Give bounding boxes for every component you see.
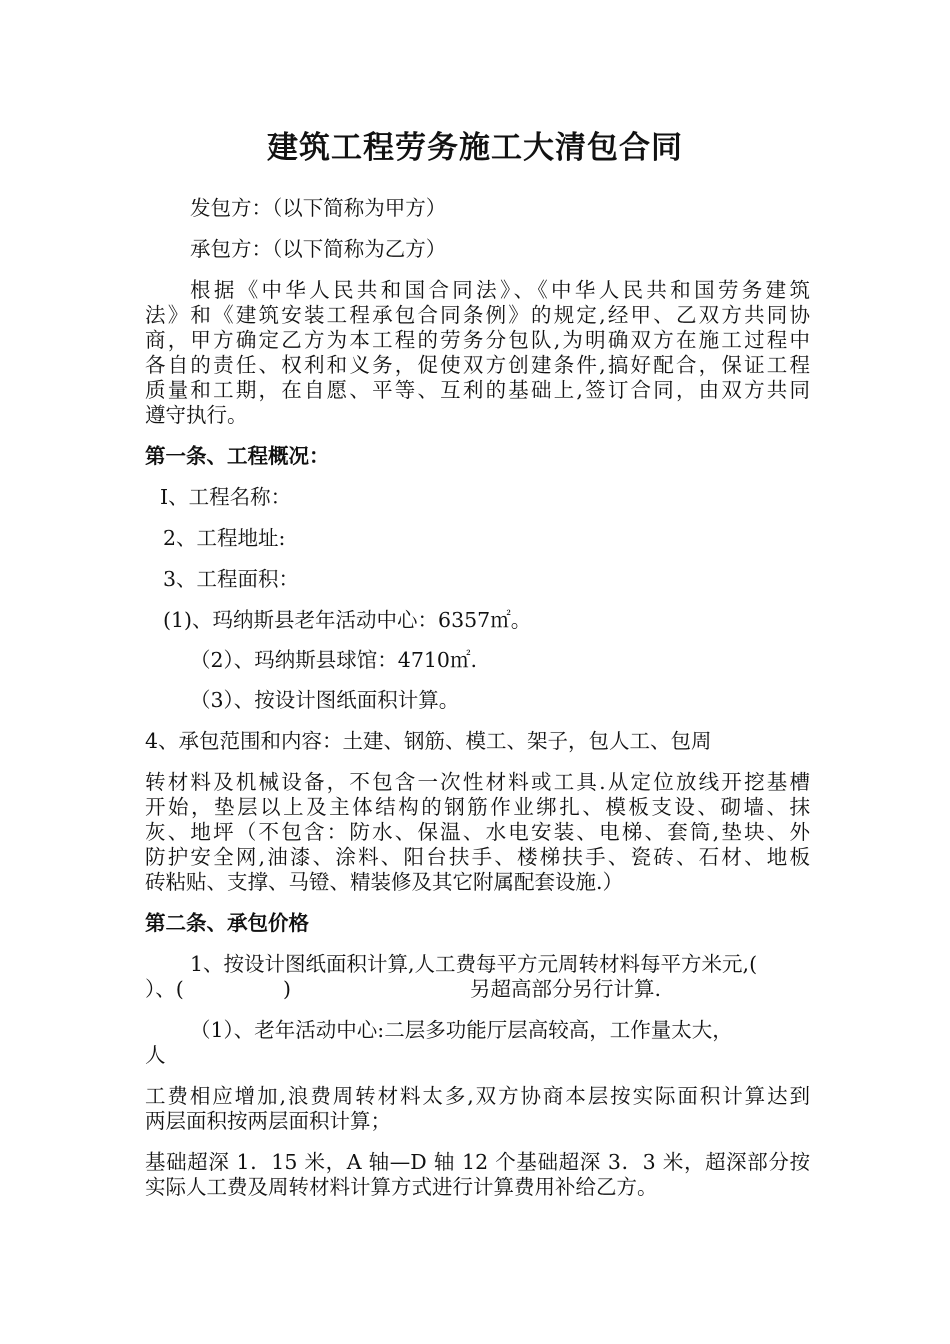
scope-line: 灰、地坪（不包含：防水、保温、水电安装、电梯、套筒,垫块、外	[145, 820, 810, 844]
scope-line: 开始，垫层以上及主体结构的钢筋作业绑扎、模板支设、砌墙、抹	[145, 795, 810, 819]
preamble-line: 根据《中华人民共和国合同法》、《中华人民共和国劳务建筑	[190, 278, 810, 302]
party-a-line: 发包方：（以下简称为甲方）	[190, 196, 447, 220]
activity-center-clause: （1）、老年活动中心:二层多功能厅层高较高，工作量太大，	[190, 1018, 733, 1042]
preamble-line: 商，甲方确定乙方为本工程的劳务分包队,为明确双方在施工过程中	[145, 328, 810, 352]
scope-line: 防护安全网,油漆、涂料、阳台扶手、楼梯扶手、瓷砖、石材、地板	[145, 845, 810, 869]
foundation-line: 实际人工费及周转材料计算方式进行计算费用补给乙方。	[145, 1175, 658, 1199]
activity-center-clause-cont: 人	[145, 1043, 166, 1067]
area-sub-item-1: (1)、玛纳斯县老年活动中心：6357㎡。	[163, 608, 532, 632]
price-clause-blank-a: ）、(	[145, 977, 184, 1001]
party-b-line: 承包方：（以下简称为乙方）	[190, 237, 447, 261]
scope-line: 转材料及机械设备，不包含一次性材料或工具.从定位放线开挖基槽	[145, 770, 810, 794]
preamble-line: 法》和《建筑安装工程承包合同条例》的规定,经甲、乙双方共同协	[145, 303, 810, 327]
preamble-line: 遵守执行。	[145, 403, 248, 427]
price-clause-blank-b: )	[283, 977, 291, 1001]
project-address-item: 2、工程地址:	[163, 526, 286, 550]
preamble-line: 各自的责任、权利和义务，促使双方创建条件,搞好配合，保证工程	[145, 353, 810, 377]
scope-line: 砖粘贴、支撑、马镫、精装修及其它附属配套设施.）	[145, 870, 624, 894]
article-2-heading: 第二条、承包价格	[145, 911, 309, 935]
foundation-line: 基础超深 1．15 米，A 轴—D 轴 12 个基础超深 3．3 米，超深部分按	[145, 1150, 810, 1174]
labor-cost-line: 两层面积按两层面积计算；	[145, 1109, 391, 1133]
article-1-heading: 第一条、工程概况：	[145, 444, 330, 468]
document-title: 建筑工程劳务施工大清包合同	[267, 130, 683, 166]
price-clause-line: 1、按设计图纸面积计算,人工费每平方元周转材料每平方米元,(	[190, 952, 758, 976]
preamble-line: 质量和工期，在自愿、平等、互利的基础上,签订合同，由双方共同	[145, 378, 810, 402]
area-sub-item-3: （3）、按设计图纸面积计算。	[190, 688, 460, 712]
project-area-item: 3、工程面积：	[163, 567, 300, 591]
area-sub-item-2: （2）、玛纳斯县球馆：4710㎡.	[190, 648, 477, 672]
project-name-item: I、工程名称：	[160, 485, 292, 509]
price-clause-extra: 另超高部分另行计算.	[470, 977, 662, 1001]
labor-cost-line: 工费相应增加,浪费周转材料太多,双方协商本层按实际面积计算达到	[145, 1084, 810, 1108]
scope-item: 4、承包范围和内容：土建、钢筋、模工、架子，包人工、包周	[145, 729, 712, 753]
